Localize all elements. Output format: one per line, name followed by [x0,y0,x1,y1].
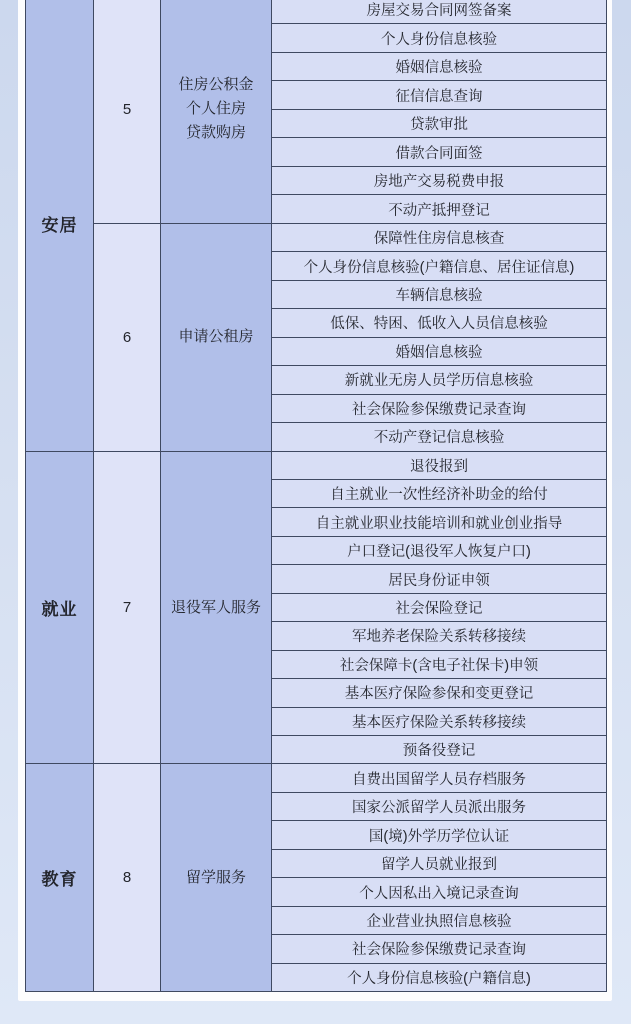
service-item-row [272,422,606,450]
service-item-label: 房屋交易合同网签备案 [366,3,512,20]
service-item-row [272,194,606,222]
service-item-row [272,906,606,934]
service-name-cell [161,764,272,991]
service-name-cell [161,0,272,223]
service-item-row [272,394,606,422]
service-item-label: 退役报到 [410,458,468,475]
service-item-label: 低保、特困、低收入人员信息核验 [330,316,548,333]
service-item-row [272,308,606,336]
items-column [272,764,606,991]
service-item-label: 个人身份信息核验(户籍信息、居住证信息) [303,259,575,276]
category-block [26,763,606,991]
service-item-row [272,593,606,621]
service-item-row [272,479,606,507]
service-name-cell [161,224,272,451]
section-row [94,223,606,451]
service-item-label: 新就业无房人员学历信息核验 [344,373,534,390]
service-item-row [272,137,606,165]
items-column [272,0,606,223]
service-name-cell [161,452,272,764]
table-card [18,0,612,1001]
services-table [25,0,607,992]
service-item-row [272,0,606,23]
service-item-row [272,52,606,80]
service-name-line: 住房公积金 [178,76,254,94]
service-item-label: 社会保险登记 [395,601,483,617]
service-item-row [272,934,606,962]
service-item-row [272,251,606,279]
service-item-label: 自主就业一次性经济补助金的给付 [330,487,548,504]
service-item-label: 借款合同面签 [395,145,483,162]
service-item-row [272,764,606,791]
service-item-label: 户口登记(退役军人恢复户口) [347,544,531,561]
service-item-label: 自费出国留学人员存档服务 [352,771,526,788]
service-item-row [272,365,606,393]
service-item-row [272,507,606,535]
number-cell [94,764,161,991]
service-item-row [272,166,606,194]
service-name-line: 申请公租房 [178,328,254,346]
number-label: 7 [122,599,132,617]
service-item-label: 社会保险参保缴费记录查询 [352,401,526,418]
service-item-row [272,80,606,108]
number-label: 8 [122,869,132,887]
service-item-label: 国家公派留学人员派出服务 [352,800,526,817]
number-cell [94,452,161,764]
service-item-row [272,224,606,251]
service-item-row [272,877,606,905]
service-item-row [272,792,606,820]
service-item-label: 企业营业执照信息核验 [366,914,512,931]
service-item-row [272,536,606,564]
section-row [94,452,606,764]
service-name-line: 留学服务 [185,868,246,886]
category-cell [26,764,94,991]
service-item-label: 不动产抵押登记 [388,202,490,219]
number-cell [94,0,161,223]
service-item-row [272,280,606,308]
service-item-label: 房地产交易税费申报 [373,174,505,191]
service-item-label: 个人因私出入境记录查询 [359,885,519,902]
number-cell [94,224,161,451]
service-item-label: 基本医疗保险关系转移接续 [352,714,526,731]
service-name-line: 个人住房 [185,100,246,118]
service-item-row [272,707,606,735]
service-item-row [272,564,606,592]
service-item-label: 自主就业职业技能培训和就业创业指导 [315,515,563,532]
items-column [272,452,606,764]
service-item-label: 社会保障卡(含电子社保卡)申领 [339,657,539,674]
category-sections [94,764,606,991]
service-item-label: 基本医疗保险参保和变更登记 [344,686,534,703]
service-item-row [272,109,606,137]
section-row [94,764,606,991]
service-item-label: 个人身份信息核验 [381,31,497,48]
category-sections [94,452,606,764]
service-item-row [272,820,606,848]
service-item-label: 保障性住房信息核查 [373,231,505,248]
service-name-line: 贷款购房 [185,124,246,142]
service-item-row [272,452,606,479]
service-item-row [272,650,606,678]
service-item-label: 车辆信息核验 [395,287,483,304]
service-item-label: 不动产登记信息核验 [373,430,505,447]
service-item-row [272,963,606,991]
service-item-label: 军地养老保险关系转移接续 [352,629,526,646]
category-cell [26,452,94,764]
number-label: 5 [122,100,132,118]
service-item-label: 征信信息查询 [395,88,483,105]
items-column [272,224,606,451]
service-item-row [272,849,606,877]
service-item-row [272,621,606,649]
service-item-label: 居民身份证申领 [388,572,490,589]
service-item-row [272,23,606,51]
service-item-row [272,735,606,763]
category-sections [94,0,606,451]
service-name-line: 退役军人服务 [170,598,261,616]
category-label: 就业 [41,600,78,620]
category-cell [26,0,94,451]
service-item-label: 留学人员就业报到 [381,857,497,874]
service-item-label: 贷款审批 [410,117,468,134]
service-item-row [272,678,606,706]
service-item-label: 预备役登记 [402,743,476,760]
category-block [26,0,606,451]
service-item-row [272,337,606,365]
service-item-label: 个人身份信息核验(户籍信息) [347,970,531,987]
service-item-label: 婚姻信息核验 [395,344,483,361]
service-item-label: 婚姻信息核验 [395,60,483,77]
category-label: 教育 [41,870,78,890]
category-block [26,451,606,764]
service-item-label: 社会保险参保缴费记录查询 [352,942,526,959]
category-label: 安居 [41,215,78,235]
service-item-label: 国(境)外学历学位认证 [368,828,510,845]
section-row [94,0,606,223]
number-label: 6 [122,328,132,346]
